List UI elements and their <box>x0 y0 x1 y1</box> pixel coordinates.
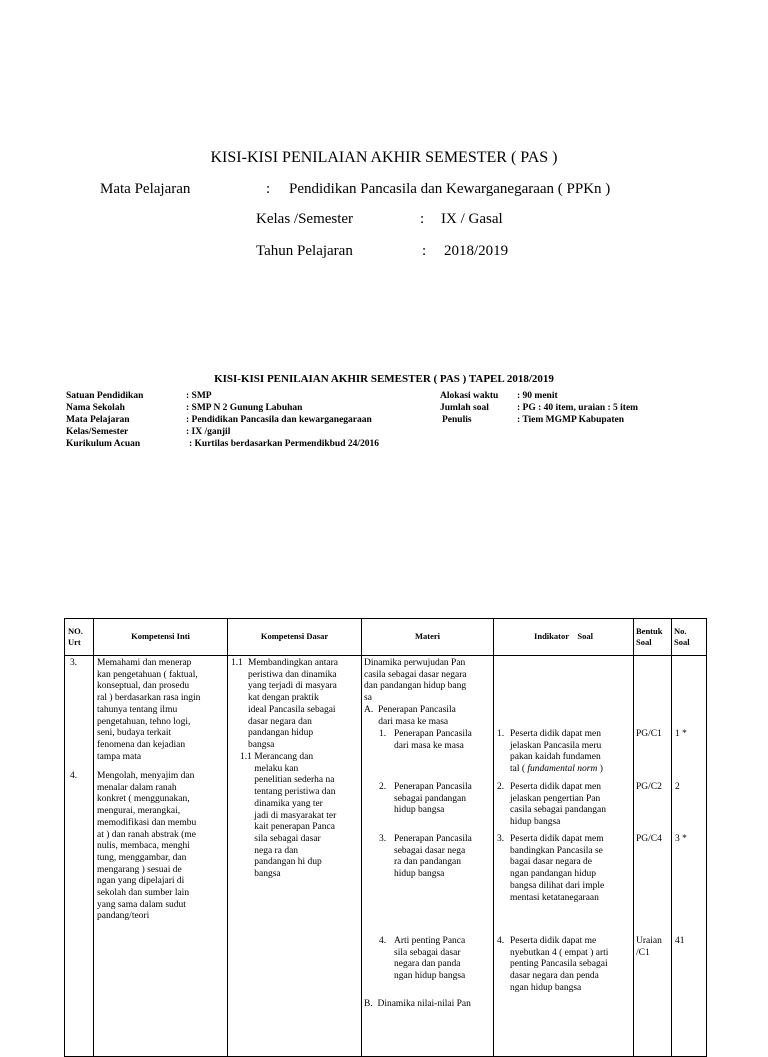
no-soal-value: 41 <box>675 936 685 946</box>
info-value-sekolah: : SMP N 2 Gunung Labuhan <box>186 403 303 413</box>
table-title: KISI-KISI PENILAIAN AKHIR SEMESTER ( PAS ) TAPEL 2018/2019 <box>214 373 554 385</box>
cell-materi <box>362 656 494 1057</box>
info-label-kurikulum: Kurikulum Acuan <box>66 439 141 449</box>
materi-item: Arti penting Panca sila sebagai dasar negara dan panda ngan hidup bangsa <box>394 936 466 982</box>
indikator-item: Peserta didik dapat me nyebutkan 4 ( empat ) arti penting Pancasila sebagai dasar negara dan penda ngan hidup bangsa <box>510 936 609 993</box>
materi-item: Penerapan Pancasila dari masa ke masa <box>394 729 472 751</box>
kompetensi-inti-4: Mengolah, menyajim dan menalar dalam ranah konkret ( menggunakan, mengurai, merangkai, memodifikasi dan membu at ) dan ranah abstrak (me nulis, membaca, menghi tung, menggambar, dan mengarang ) sesuai de ngan yang dipelajari di sekolah dan sumber lain yang sama dalam sudut pandang/teori <box>97 771 197 922</box>
year-label: Tahun Pelajaran <box>256 243 353 259</box>
info-value-penulis: : Tiem MGMP Kabupaten <box>517 415 625 425</box>
bentuk-soal-value: Uraian /C1 <box>636 936 662 958</box>
indikator-num: 2. <box>497 782 505 792</box>
materi-item-num: 1. <box>379 729 387 739</box>
info-value-mapel: : Pendidikan Pancasila dan kewarganegaraan <box>186 415 372 425</box>
header-indikator: Indikator Soal <box>494 619 634 656</box>
year-value: 2018/2019 <box>444 243 509 259</box>
cell-no-soal <box>672 656 707 1057</box>
bentuk-soal-value: PG/C2 <box>636 782 662 792</box>
kd-1-1-text: Membandingkan antara peristiwa dan dinamika yang terjadi di masyara kat dengan praktik ideal Pancasila sebagai dasar negara dan pandangan hidup bangsa <box>248 658 338 750</box>
materi-item-num: 4. <box>379 936 387 946</box>
materi-intro: Dinamika perwujudan Pan casila sebagai dasar negara dan pandangan hidup bang sa <box>364 658 467 704</box>
info-value-satuan: : SMP <box>186 391 212 401</box>
indikator-after: ) <box>597 764 603 775</box>
header-kompetensi-inti: Kompetensi Inti <box>94 619 228 656</box>
header-no-soal: No. Soal <box>672 619 707 656</box>
cell-indikator <box>494 656 634 1057</box>
class-value: IX / Gasal <box>441 211 503 227</box>
info-label-sekolah: Nama Sekolah <box>66 403 125 413</box>
indikator-num: 3. <box>497 834 505 844</box>
table-header-row <box>65 619 707 656</box>
class-sep: : <box>420 211 425 227</box>
info-value-kurikulum: : Kurtilas berdasarkan Permendikbud 24/2016 <box>189 439 380 449</box>
subject-sep: : <box>266 181 271 197</box>
info-value-jumlah: : PG : 40 item, uraian : 5 item <box>517 403 639 413</box>
cell-kompetensi-inti <box>94 656 228 1057</box>
kd-1-1b-text: 1.1 Merancang dan melaku kan penelitian sederha na tentang peristiwa dan dinamika yang ter jadi di masyarakat ter kait penerapan Panca sila sebagai dasar nega ra dan pandangan hi dup bangsa <box>240 752 337 880</box>
no-soal-value: 1 * <box>675 729 687 739</box>
no-urt-4: 4. <box>70 771 78 781</box>
materi-item-num: 3. <box>379 834 387 844</box>
indikator-text: Peserta didik dapat men jelaskan Pancasila meru pakan kaidah fundamen tal ( <box>510 729 602 775</box>
subject-value: Pendidikan Pancasila dan Kewarganegaraan ( PPKn ) <box>289 181 611 197</box>
no-soal-value: 3 * <box>675 834 687 844</box>
info-label-mapel: Mata Pelajaran <box>66 415 130 425</box>
class-label: Kelas /Semester <box>256 211 354 227</box>
info-label-penulis: Penulis <box>442 415 472 425</box>
table-row <box>65 656 707 1057</box>
cell-kompetensi-dasar <box>228 656 362 1057</box>
info-label-kelas: Kelas/Semester <box>66 427 129 437</box>
materi-item: Penerapan Pancasila sebagai dasar nega ra dan pandangan hidup bangsa <box>394 834 472 880</box>
materi-section-a: A. Penerapan Pancasila dari masa ke masa <box>364 705 456 727</box>
no-soal-value: 2 <box>675 782 680 792</box>
bentuk-soal-value: PG/C4 <box>636 834 662 844</box>
info-label-jumlah: Jumlah soal <box>440 403 489 413</box>
kisi-kisi-table <box>64 618 707 1057</box>
indikator-item: Peserta didik dapat men jelaskan pengertian Pan casila sebagai pandangan hidup bangsa <box>510 782 607 828</box>
cell-no-urt <box>65 656 94 1057</box>
no-urt-3: 3. <box>70 658 78 668</box>
indikator-item <box>510 729 603 776</box>
info-value-alokasi: : 90 menit <box>517 391 558 401</box>
indikator-num: 4. <box>497 936 505 946</box>
kompetensi-inti-3: Memahami dan menerap kan pengetahuan ( faktual, konseptual, dan prosedu ral ) berdasarkan rasa ingin tahunya tentang ilmu pengetahuan, tehno logi, seni, budaya terkait fenomena dan kejadian tampa mata <box>97 658 201 762</box>
materi-item: Penerapan Pancasila sebagai pandangan hidup bangsa <box>394 782 472 816</box>
document-title: KISI-KISI PENILAIAN AKHIR SEMESTER ( PAS ) <box>210 149 558 166</box>
info-value-kelas: : IX /ganjil <box>186 427 231 437</box>
header-materi: Materi <box>362 619 494 656</box>
subject-label: Mata Pelajaran <box>100 181 191 197</box>
header-kompetensi-dasar: Kompetensi Dasar <box>228 619 362 656</box>
year-sep: : <box>422 243 427 259</box>
info-label-satuan: Satuan Pendidikan <box>66 391 144 401</box>
bentuk-soal-value: PG/C1 <box>636 729 662 739</box>
kd-number: 1.1 <box>231 658 243 668</box>
info-label-alokasi: Alokasi waktu <box>440 391 499 401</box>
indikator-item: Peserta didik dapat mem bandingkan Pancasila se bagai dasar negara de ngan pandangan hidup bangsa dilihat dari imple mentasi ketatanegaraan <box>510 834 605 903</box>
header-no-urt: NO. Urt <box>65 619 94 656</box>
indikator-italic-term: fundamental norm <box>527 764 598 775</box>
cell-bentuk-soal <box>634 656 672 1057</box>
indikator-num: 1. <box>497 729 505 739</box>
materi-item-num: 2. <box>379 782 387 792</box>
materi-section-b: B. Dinamika nilai-nilai Pan <box>364 999 471 1009</box>
header-bentuk-soal: Bentuk Soal <box>634 619 672 656</box>
